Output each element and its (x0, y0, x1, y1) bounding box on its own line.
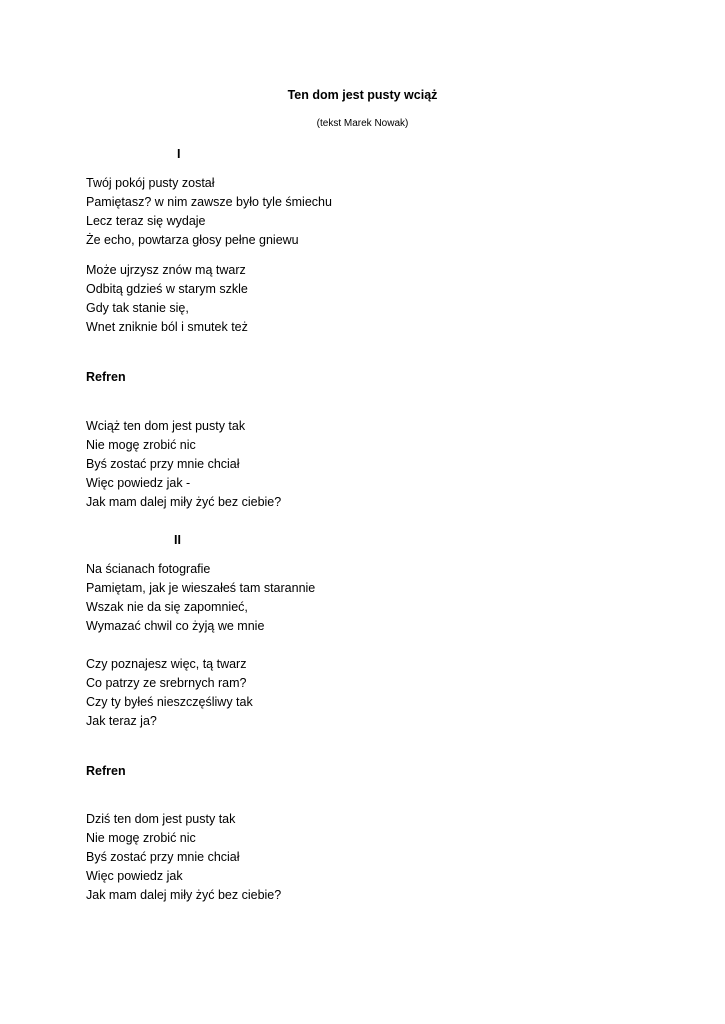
lyric-line: Jak mam dalej miły żyć bez ciebie? (86, 495, 282, 509)
stanza-2-1 (86, 560, 315, 636)
lyric-line: Byś zostać przy mnie chciał (86, 457, 240, 471)
lyric-line: Jak mam dalej miły żyć bez ciebie? (86, 888, 282, 902)
lyric-line: Jak teraz ja? (86, 714, 157, 728)
lyric-line: Wciąż ten dom jest pusty tak (86, 419, 246, 433)
lyric-line: Twój pokój pusty został (86, 176, 215, 190)
stanza-1-1 (86, 174, 332, 250)
lyric-line: Nie mogę zrobić nic (86, 831, 196, 845)
lyric-line: Może ujrzysz znów mą twarz (86, 263, 246, 277)
lyric-line: Dziś ten dom jest pusty tak (86, 812, 236, 826)
lyric-line: Pamiętasz? w nim zawsze było tyle śmiechu (86, 195, 332, 209)
lyric-line: Lecz teraz się wydaje (86, 214, 206, 228)
lyric-line: Czy ty byłeś nieszczęśliwy tak (86, 695, 253, 709)
refrain-2 (86, 810, 281, 905)
lyric-line: Co patrzy ze srebrnych ram? (86, 676, 247, 690)
lyric-line: Na ścianach fotografie (86, 562, 211, 576)
lyric-line: Więc powiedz jak - (86, 476, 191, 490)
section-number-2: II (174, 533, 181, 547)
lyric-line: Gdy tak stanie się, (86, 301, 189, 315)
song-author: (tekst Marek Nowak) (316, 118, 409, 129)
lyric-line: Wszak nie da się zapomnieć, (86, 600, 248, 614)
lyric-line: Byś zostać przy mnie chciał (86, 850, 240, 864)
lyric-line: Więc powiedz jak (86, 869, 183, 883)
lyric-line: Że echo, powtarza głosy pełne gniewu (86, 233, 299, 247)
lyric-line: Wymazać chwil co żyją we mnie (86, 619, 265, 633)
song-title: Ten dom jest pusty wciąż (287, 88, 438, 102)
lyric-line: Wnet zniknie ból i smutek też (86, 320, 248, 334)
lyric-line: Czy poznajesz więc, tą twarz (86, 657, 247, 671)
refrain-label-1: Refren (86, 370, 126, 384)
lyric-line: Nie mogę zrobić nic (86, 438, 196, 452)
refrain-label-2: Refren (86, 764, 126, 778)
lyric-line: Pamiętam, jak je wieszałeś tam starannie (86, 581, 316, 595)
section-number-1: I (177, 147, 181, 161)
lyric-line: Odbitą gdzieś w starym szkle (86, 282, 248, 296)
stanza-1-2 (86, 261, 248, 337)
stanza-2-2 (86, 655, 253, 731)
refrain-1 (86, 417, 281, 512)
